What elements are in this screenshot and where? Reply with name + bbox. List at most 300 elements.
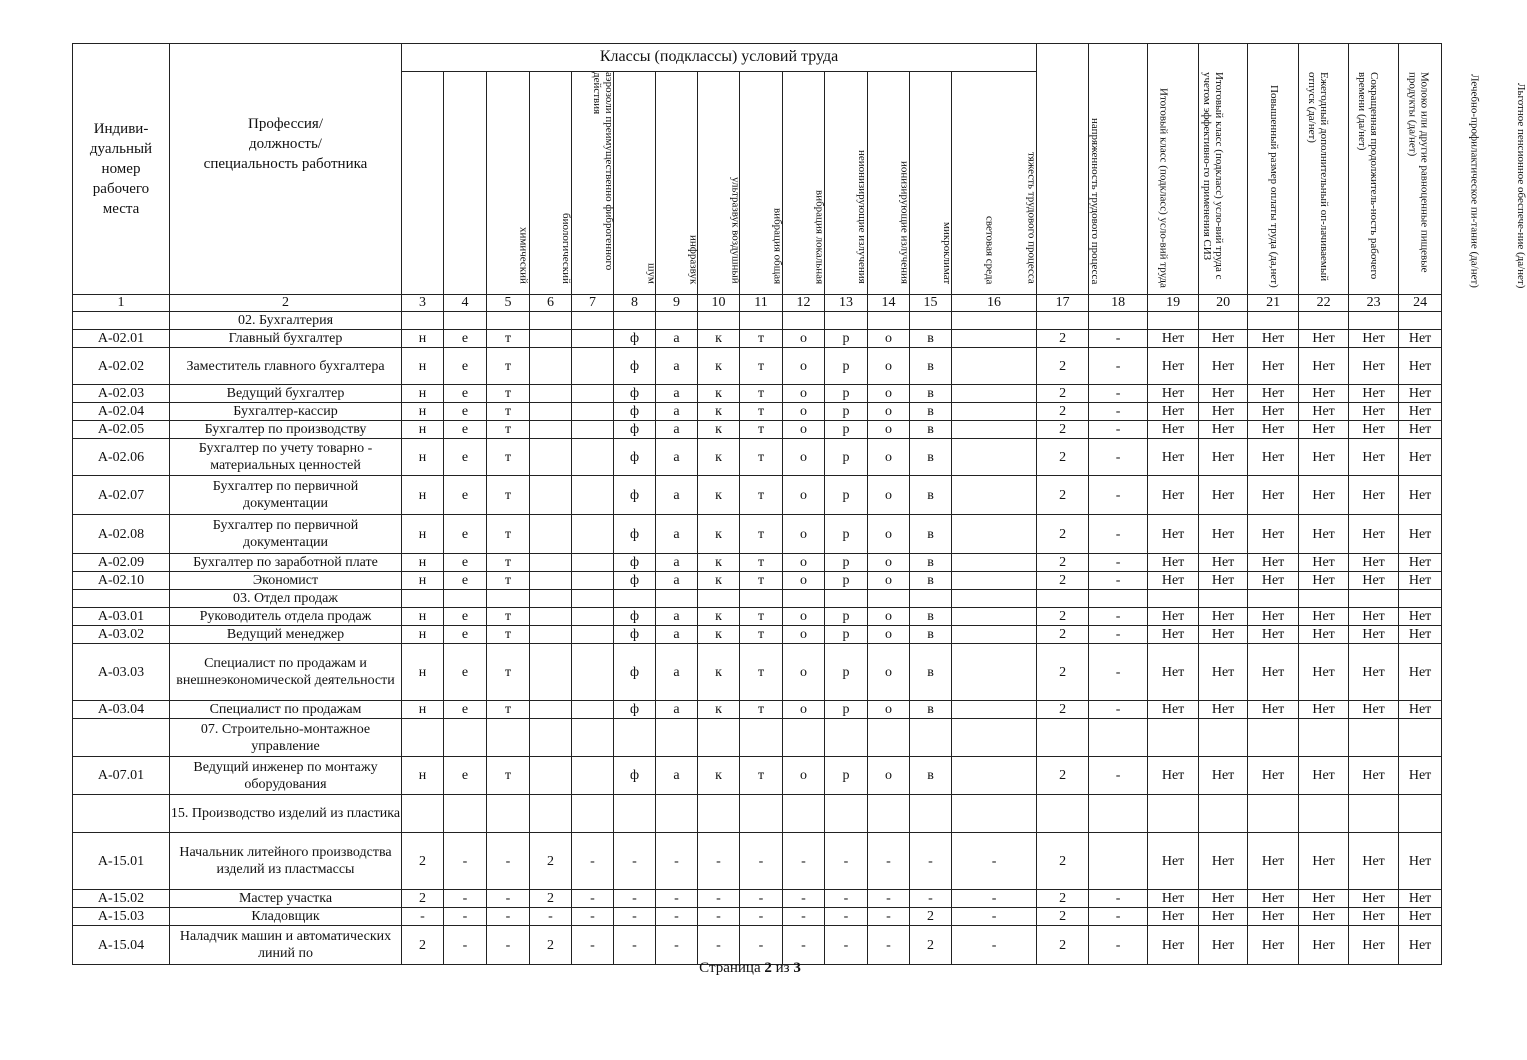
final-class: 2	[1037, 515, 1089, 554]
factor-class-8: ф	[614, 554, 656, 572]
factor-class-10: к	[698, 701, 740, 719]
benefit-col-24: Нет	[1399, 701, 1442, 719]
factor-class-13: -	[825, 908, 868, 926]
column-number-23: 23	[1349, 295, 1399, 312]
section-empty-cell	[1399, 719, 1442, 757]
section-empty-cell	[740, 312, 783, 330]
column-number-20: 20	[1199, 295, 1248, 312]
factor-class-3: 2	[402, 890, 444, 908]
table-row	[73, 554, 1442, 572]
factor-class-13: р	[825, 348, 868, 385]
factor-class-11: т	[740, 515, 783, 554]
section-empty-cell	[952, 312, 1037, 330]
section-empty-cell	[1089, 590, 1148, 608]
column-number-3: 3	[402, 295, 444, 312]
benefit-col-19: Нет	[1148, 926, 1199, 965]
factor-class-9: а	[656, 476, 698, 515]
factor-class-12: о	[783, 644, 825, 701]
factor-class-4: е	[444, 644, 487, 701]
factor-class-15: в	[910, 330, 952, 348]
factor-class-15: в	[910, 476, 952, 515]
factor-class-7	[572, 403, 614, 421]
factor-class-6	[530, 403, 572, 421]
benefit-col-19: Нет	[1148, 476, 1199, 515]
factor-class-13: р	[825, 701, 868, 719]
benefit-col-21: Нет	[1248, 644, 1299, 701]
final-class-siz: -	[1089, 701, 1148, 719]
factor-class-6	[530, 554, 572, 572]
benefit-col-22: Нет	[1299, 890, 1349, 908]
factor-class-12: о	[783, 330, 825, 348]
factor-class-10: к	[698, 608, 740, 626]
benefit-col-23: Нет	[1349, 348, 1399, 385]
factor-class-4: е	[444, 701, 487, 719]
final-class: 2	[1037, 421, 1089, 439]
factor-class-12: -	[783, 833, 825, 890]
benefit-col-23: Нет	[1349, 908, 1399, 926]
factor-class-13: р	[825, 403, 868, 421]
header-factor-label-13: микроклимат	[941, 221, 953, 284]
factor-class-7	[572, 701, 614, 719]
table-row	[73, 908, 1442, 926]
factor-class-10: к	[698, 554, 740, 572]
section-empty-cell	[572, 795, 614, 833]
factor-class-12: о	[783, 608, 825, 626]
factor-class-4: е	[444, 403, 487, 421]
workplace-id: А-15.03	[73, 908, 170, 926]
header-factor-label-14: световая среда	[983, 215, 996, 284]
factor-class-11: т	[740, 476, 783, 515]
section-empty-cell	[656, 795, 698, 833]
factor-class-10: -	[698, 890, 740, 908]
factor-class-10: к	[698, 757, 740, 795]
benefit-col-20: Нет	[1199, 890, 1248, 908]
profession-name: Бухгалтер по производству	[170, 421, 402, 439]
workplace-id: А-02.02	[73, 348, 170, 385]
factor-class-14: о	[868, 476, 910, 515]
factor-class-8: ф	[614, 403, 656, 421]
workplace-id: А-02.06	[73, 439, 170, 476]
factor-class-12: о	[783, 385, 825, 403]
factor-class-14: о	[868, 554, 910, 572]
benefit-col-23: Нет	[1349, 439, 1399, 476]
header-extra-label-24: Льготное пенсионное обеспече-ние (да/нет)	[1515, 82, 1527, 288]
benefit-col-20: Нет	[1199, 515, 1248, 554]
factor-class-14: о	[868, 421, 910, 439]
benefit-col-19: Нет	[1148, 572, 1199, 590]
workplace-id: А-15.01	[73, 833, 170, 890]
section-empty-cell	[444, 795, 487, 833]
benefit-col-21: Нет	[1248, 757, 1299, 795]
factor-class-16	[952, 330, 1037, 348]
factor-class-12: о	[783, 421, 825, 439]
table-row	[73, 515, 1442, 554]
table-row	[73, 926, 1442, 965]
final-class-siz: -	[1089, 348, 1148, 385]
factor-class-12: -	[783, 926, 825, 965]
factor-class-15: -	[910, 833, 952, 890]
factor-class-9: -	[656, 890, 698, 908]
profession-name: Бухгалтер по первичной документации	[170, 515, 402, 554]
factor-class-16	[952, 385, 1037, 403]
factor-class-3: 2	[402, 926, 444, 965]
benefit-col-23: Нет	[1349, 644, 1399, 701]
benefit-col-22: Нет	[1299, 644, 1349, 701]
workplace-id: А-02.09	[73, 554, 170, 572]
factor-class-3: н	[402, 608, 444, 626]
table-row	[73, 701, 1442, 719]
factor-class-15: в	[910, 608, 952, 626]
benefit-col-23: Нет	[1349, 476, 1399, 515]
profession-name: Специалист по продажам и внешнеэкономической деятельности	[170, 644, 402, 701]
benefit-col-19: Нет	[1148, 385, 1199, 403]
factor-class-14: о	[868, 515, 910, 554]
factor-class-7: -	[572, 890, 614, 908]
benefit-col-19: Нет	[1148, 439, 1199, 476]
benefit-col-20: Нет	[1199, 908, 1248, 926]
column-number-19: 19	[1148, 295, 1199, 312]
section-empty-cell	[1299, 312, 1349, 330]
benefit-col-20: Нет	[1199, 554, 1248, 572]
final-class: 2	[1037, 926, 1089, 965]
factor-class-7	[572, 608, 614, 626]
final-class-siz: -	[1089, 757, 1148, 795]
benefit-col-24: Нет	[1399, 572, 1442, 590]
factor-class-4: е	[444, 515, 487, 554]
section-empty-cell	[614, 795, 656, 833]
header-factor-label-15: тяжесть трудового процесса	[1025, 152, 1038, 284]
benefit-col-21: Нет	[1248, 833, 1299, 890]
factor-class-11: т	[740, 385, 783, 403]
benefit-col-23: Нет	[1349, 572, 1399, 590]
column-number-7: 7	[572, 295, 614, 312]
column-number-6: 6	[530, 295, 572, 312]
factor-class-10: к	[698, 348, 740, 385]
factor-class-11: т	[740, 330, 783, 348]
benefit-col-19: Нет	[1148, 330, 1199, 348]
benefit-col-23: Нет	[1349, 385, 1399, 403]
benefit-col-21: Нет	[1248, 701, 1299, 719]
factor-class-11: т	[740, 644, 783, 701]
factor-class-6	[530, 757, 572, 795]
factor-class-16	[952, 476, 1037, 515]
benefit-col-21: Нет	[1248, 403, 1299, 421]
profession-name: Бухгалтер по заработной плате	[170, 554, 402, 572]
factor-class-5: т	[487, 554, 530, 572]
workplace-id: А-02.08	[73, 515, 170, 554]
section-row	[73, 312, 1442, 330]
column-number-22: 22	[1299, 295, 1349, 312]
benefit-col-24: Нет	[1399, 476, 1442, 515]
header-factor-label-9: вибрация общая	[771, 207, 784, 284]
final-class-siz: -	[1089, 644, 1148, 701]
benefit-col-24: Нет	[1399, 644, 1442, 701]
factor-class-16	[952, 421, 1037, 439]
factor-class-4: е	[444, 385, 487, 403]
section-empty-cell	[530, 312, 572, 330]
final-class-siz: -	[1089, 476, 1148, 515]
section-empty-cell	[952, 795, 1037, 833]
benefit-col-20: Нет	[1199, 476, 1248, 515]
factor-class-9: а	[656, 572, 698, 590]
factor-class-4: е	[444, 439, 487, 476]
factor-class-8: -	[614, 908, 656, 926]
workplace-id: А-02.03	[73, 385, 170, 403]
factor-class-12: -	[783, 908, 825, 926]
factor-class-6: 2	[530, 890, 572, 908]
section-title: 02. Бухгалтерия	[170, 312, 402, 330]
benefit-col-23: Нет	[1349, 554, 1399, 572]
factor-class-10: к	[698, 572, 740, 590]
header-factor-label-10: вибрация локальная	[813, 189, 826, 284]
column-number-10: 10	[698, 295, 740, 312]
factor-class-14: о	[868, 701, 910, 719]
factor-class-14: о	[868, 385, 910, 403]
factor-class-15: 2	[910, 926, 952, 965]
section-title: 15. Производство изделий из пластика	[170, 795, 402, 833]
final-class-siz: -	[1089, 515, 1148, 554]
factor-class-9: а	[656, 701, 698, 719]
table-row	[73, 439, 1442, 476]
benefit-col-22: Нет	[1299, 348, 1349, 385]
section-empty-cell	[1148, 312, 1199, 330]
benefit-col-20: Нет	[1199, 644, 1248, 701]
factor-class-8: ф	[614, 701, 656, 719]
factor-class-13: -	[825, 890, 868, 908]
factor-class-15: в	[910, 515, 952, 554]
final-class: 2	[1037, 330, 1089, 348]
section-empty-cell	[783, 795, 825, 833]
benefit-col-19: Нет	[1148, 701, 1199, 719]
factor-class-5: т	[487, 515, 530, 554]
final-class: 2	[1037, 572, 1089, 590]
section-empty-cell	[698, 312, 740, 330]
factor-class-15: в	[910, 421, 952, 439]
factor-class-16	[952, 701, 1037, 719]
factor-class-11: т	[740, 439, 783, 476]
header-extra-label-20: Ежегодный дополнительный оп-лачиваемый отпуск (да/нет)	[1306, 72, 1331, 282]
factor-class-6	[530, 701, 572, 719]
section-empty-cell	[825, 795, 868, 833]
section-empty-cell	[740, 590, 783, 608]
factor-class-14: о	[868, 330, 910, 348]
section-empty-cell	[1148, 719, 1199, 757]
factor-class-4: е	[444, 757, 487, 795]
factor-class-12: о	[783, 403, 825, 421]
factor-class-6: 2	[530, 926, 572, 965]
section-empty-cell	[1037, 719, 1089, 757]
factor-class-14: о	[868, 757, 910, 795]
benefit-col-23: Нет	[1349, 757, 1399, 795]
factor-class-4: е	[444, 348, 487, 385]
section-empty-cell	[572, 719, 614, 757]
profession-name: Бухгалтер-кассир	[170, 403, 402, 421]
factor-class-11: -	[740, 833, 783, 890]
table-row	[73, 403, 1442, 421]
section-empty-cell	[530, 795, 572, 833]
page-footer	[0, 960, 1500, 977]
factor-class-3: н	[402, 385, 444, 403]
factor-class-7: -	[572, 926, 614, 965]
factor-class-11: т	[740, 626, 783, 644]
factor-class-13: р	[825, 626, 868, 644]
section-empty-cell	[783, 719, 825, 757]
final-class-siz: -	[1089, 554, 1148, 572]
factor-class-15: в	[910, 626, 952, 644]
factor-class-9: а	[656, 515, 698, 554]
factor-class-6	[530, 476, 572, 515]
benefit-col-22: Нет	[1299, 385, 1349, 403]
factor-class-14: о	[868, 403, 910, 421]
benefit-col-21: Нет	[1248, 908, 1299, 926]
factor-class-14: -	[868, 833, 910, 890]
section-empty-cell	[402, 795, 444, 833]
factor-class-9: а	[656, 608, 698, 626]
benefit-col-21: Нет	[1248, 890, 1299, 908]
factor-class-4: е	[444, 330, 487, 348]
table-row	[73, 644, 1442, 701]
factor-class-16	[952, 626, 1037, 644]
benefit-col-24: Нет	[1399, 348, 1442, 385]
final-class-siz: -	[1089, 890, 1148, 908]
benefit-col-20: Нет	[1199, 330, 1248, 348]
benefit-col-22: Нет	[1299, 833, 1349, 890]
factor-class-15: -	[910, 890, 952, 908]
factor-class-16	[952, 515, 1037, 554]
factor-class-4: е	[444, 626, 487, 644]
factor-class-16	[952, 757, 1037, 795]
factor-class-4: -	[444, 908, 487, 926]
factor-class-4: -	[444, 833, 487, 890]
section-empty-cell	[1037, 795, 1089, 833]
factor-class-11: т	[740, 701, 783, 719]
section-empty-cell	[1349, 795, 1399, 833]
factor-class-3: н	[402, 701, 444, 719]
factor-class-8: ф	[614, 608, 656, 626]
workplace-id: А-03.02	[73, 626, 170, 644]
table-row	[73, 572, 1442, 590]
final-class: 2	[1037, 385, 1089, 403]
profession-name: Начальник литейного производства изделий из пластмассы	[170, 833, 402, 890]
factor-class-10: к	[698, 403, 740, 421]
section-empty-cell	[1349, 719, 1399, 757]
factor-class-7	[572, 330, 614, 348]
benefit-col-21: Нет	[1248, 926, 1299, 965]
final-class: 2	[1037, 608, 1089, 626]
final-class-siz: -	[1089, 572, 1148, 590]
factor-class-9: а	[656, 330, 698, 348]
factor-class-4: е	[444, 572, 487, 590]
table-row	[73, 757, 1442, 795]
factor-class-3: н	[402, 330, 444, 348]
benefit-col-22: Нет	[1299, 515, 1349, 554]
section-empty-cell	[1199, 590, 1248, 608]
final-class: 2	[1037, 476, 1089, 515]
factor-class-5: т	[487, 572, 530, 590]
benefit-col-24: Нет	[1399, 330, 1442, 348]
section-empty-cell	[868, 590, 910, 608]
factor-class-10: -	[698, 908, 740, 926]
benefit-col-19: Нет	[1148, 908, 1199, 926]
benefit-col-19: Нет	[1148, 608, 1199, 626]
final-class: 2	[1037, 908, 1089, 926]
factor-class-6	[530, 421, 572, 439]
factor-class-5: т	[487, 757, 530, 795]
factor-class-5: т	[487, 644, 530, 701]
section-empty-cell	[656, 590, 698, 608]
factor-class-6	[530, 608, 572, 626]
section-row	[73, 795, 1442, 833]
benefit-col-19: Нет	[1148, 554, 1199, 572]
header-extra-label-23: Лечебно-профилактическое пи-тание (да/нет)	[1468, 74, 1481, 288]
benefit-col-20: Нет	[1199, 757, 1248, 795]
final-class: 2	[1037, 403, 1089, 421]
section-empty-cell	[614, 590, 656, 608]
factor-class-13: р	[825, 515, 868, 554]
benefit-col-23: Нет	[1349, 701, 1399, 719]
section-empty-cell	[1089, 719, 1148, 757]
benefit-col-24: Нет	[1399, 403, 1442, 421]
factor-class-6	[530, 515, 572, 554]
final-class: 2	[1037, 626, 1089, 644]
benefit-col-19: Нет	[1148, 833, 1199, 890]
factor-class-9: -	[656, 908, 698, 926]
benefit-col-20: Нет	[1199, 626, 1248, 644]
footer-prefix: Страница	[699, 960, 765, 976]
factor-class-3: н	[402, 626, 444, 644]
benefit-col-22: Нет	[1299, 403, 1349, 421]
header-factor-label-11: неионизирующие излучения	[856, 150, 868, 284]
factor-class-14: о	[868, 626, 910, 644]
benefit-col-21: Нет	[1248, 421, 1299, 439]
factor-class-7	[572, 644, 614, 701]
profession-name: Экономист	[170, 572, 402, 590]
benefit-col-24: Нет	[1399, 608, 1442, 626]
factor-class-14: о	[868, 572, 910, 590]
section-empty-cell	[402, 719, 444, 757]
header-factor-label-8: ультразвук воздушный	[729, 177, 742, 284]
factor-class-9: -	[656, 833, 698, 890]
section-empty-cell	[910, 312, 952, 330]
final-class-siz: -	[1089, 626, 1148, 644]
column-number-13: 13	[825, 295, 868, 312]
benefit-col-22: Нет	[1299, 608, 1349, 626]
section-empty-cell	[1089, 312, 1148, 330]
benefit-col-23: Нет	[1349, 833, 1399, 890]
final-class: 2	[1037, 439, 1089, 476]
header-conditions-classes: Классы (подклассы) условий труда	[402, 44, 1037, 72]
factor-class-16: -	[952, 890, 1037, 908]
header-extra-label-17: Итоговый класс (подкласс) усло-вий труда	[1157, 88, 1170, 288]
final-class: 2	[1037, 701, 1089, 719]
section-empty-cell	[1349, 590, 1399, 608]
section-empty-cell	[402, 590, 444, 608]
benefit-col-19: Нет	[1148, 890, 1199, 908]
factor-class-12: о	[783, 757, 825, 795]
benefit-col-24: Нет	[1399, 439, 1442, 476]
factor-class-5: т	[487, 476, 530, 515]
section-empty-cell	[825, 719, 868, 757]
benefit-col-19: Нет	[1148, 421, 1199, 439]
factor-class-9: а	[656, 626, 698, 644]
header-extra-label-22: Молоко или другие равноценные пищевые продукты (да/нет)	[1406, 72, 1431, 273]
section-empty-cell	[868, 719, 910, 757]
benefit-col-19: Нет	[1148, 348, 1199, 385]
factor-class-7: -	[572, 833, 614, 890]
section-empty-cell	[910, 590, 952, 608]
factor-class-14: -	[868, 926, 910, 965]
factor-class-16	[952, 439, 1037, 476]
